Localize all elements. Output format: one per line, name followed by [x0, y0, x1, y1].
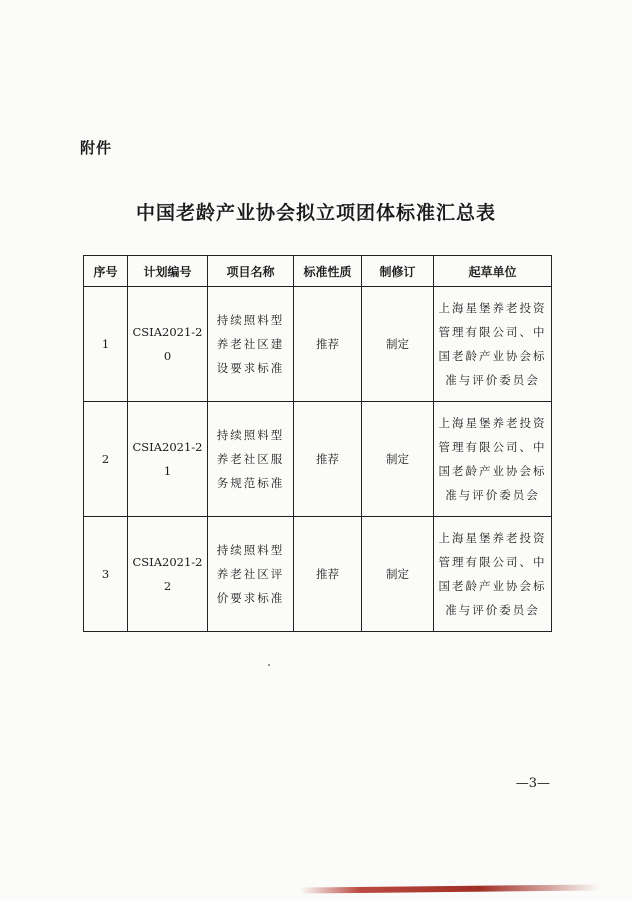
cell-index: 2	[84, 402, 128, 517]
cell-name-text: 持续照料型养老社区建设要求标准	[216, 313, 285, 375]
cell-code-text: CSIA2021-22	[132, 555, 203, 593]
document-title: 中国老龄产业协会拟立项团体标准汇总表	[135, 202, 496, 224]
table-row	[84, 517, 552, 632]
cell-drafter	[434, 402, 552, 517]
cell-drafter	[434, 287, 552, 402]
cell-nature: 推荐	[294, 517, 362, 632]
scan-speck	[268, 664, 270, 666]
cell-code	[128, 517, 208, 632]
cell-code	[128, 402, 208, 517]
standards-table	[83, 255, 552, 632]
table-header-row	[84, 256, 552, 287]
cell-drafter-text: 上海星堡养老投资管理有限公司、中国老龄产业协会标准与评价委员会	[438, 416, 547, 502]
header-index: 序号	[84, 256, 128, 287]
cell-drafter-text: 上海星堡养老投资管理有限公司、中国老龄产业协会标准与评价委员会	[438, 301, 547, 387]
cell-revision: 制定	[362, 287, 434, 402]
page-number: —3—	[515, 776, 550, 791]
header-name: 项目名称	[208, 256, 294, 287]
header-nature: 标准性质	[294, 256, 362, 287]
header-revision: 制修订	[362, 256, 434, 287]
cell-name-text: 持续照料型养老社区评价要求标准	[216, 543, 285, 605]
cell-code	[128, 287, 208, 402]
cell-revision: 制定	[362, 402, 434, 517]
table-row	[84, 402, 552, 517]
cell-name	[208, 517, 294, 632]
header-drafter: 起草单位	[434, 256, 552, 287]
cell-nature: 推荐	[294, 402, 362, 517]
table-row	[84, 287, 552, 402]
cell-index: 3	[84, 517, 128, 632]
cell-code-text: CSIA2021-21	[132, 440, 203, 478]
cell-name-text: 持续照料型养老社区服务规范标准	[216, 428, 285, 490]
annex-label: 附件	[80, 139, 113, 157]
cell-index: 1	[84, 287, 128, 402]
cell-name	[208, 402, 294, 517]
cell-drafter	[434, 517, 552, 632]
cell-drafter-text: 上海星堡养老投资管理有限公司、中国老龄产业协会标准与评价委员会	[438, 531, 547, 617]
red-seal-edge	[300, 884, 600, 893]
cell-name	[208, 287, 294, 402]
header-code: 计划编号	[128, 256, 208, 287]
cell-nature: 推荐	[294, 287, 362, 402]
cell-revision: 制定	[362, 517, 434, 632]
cell-code-text: CSIA2021-20	[132, 325, 203, 363]
